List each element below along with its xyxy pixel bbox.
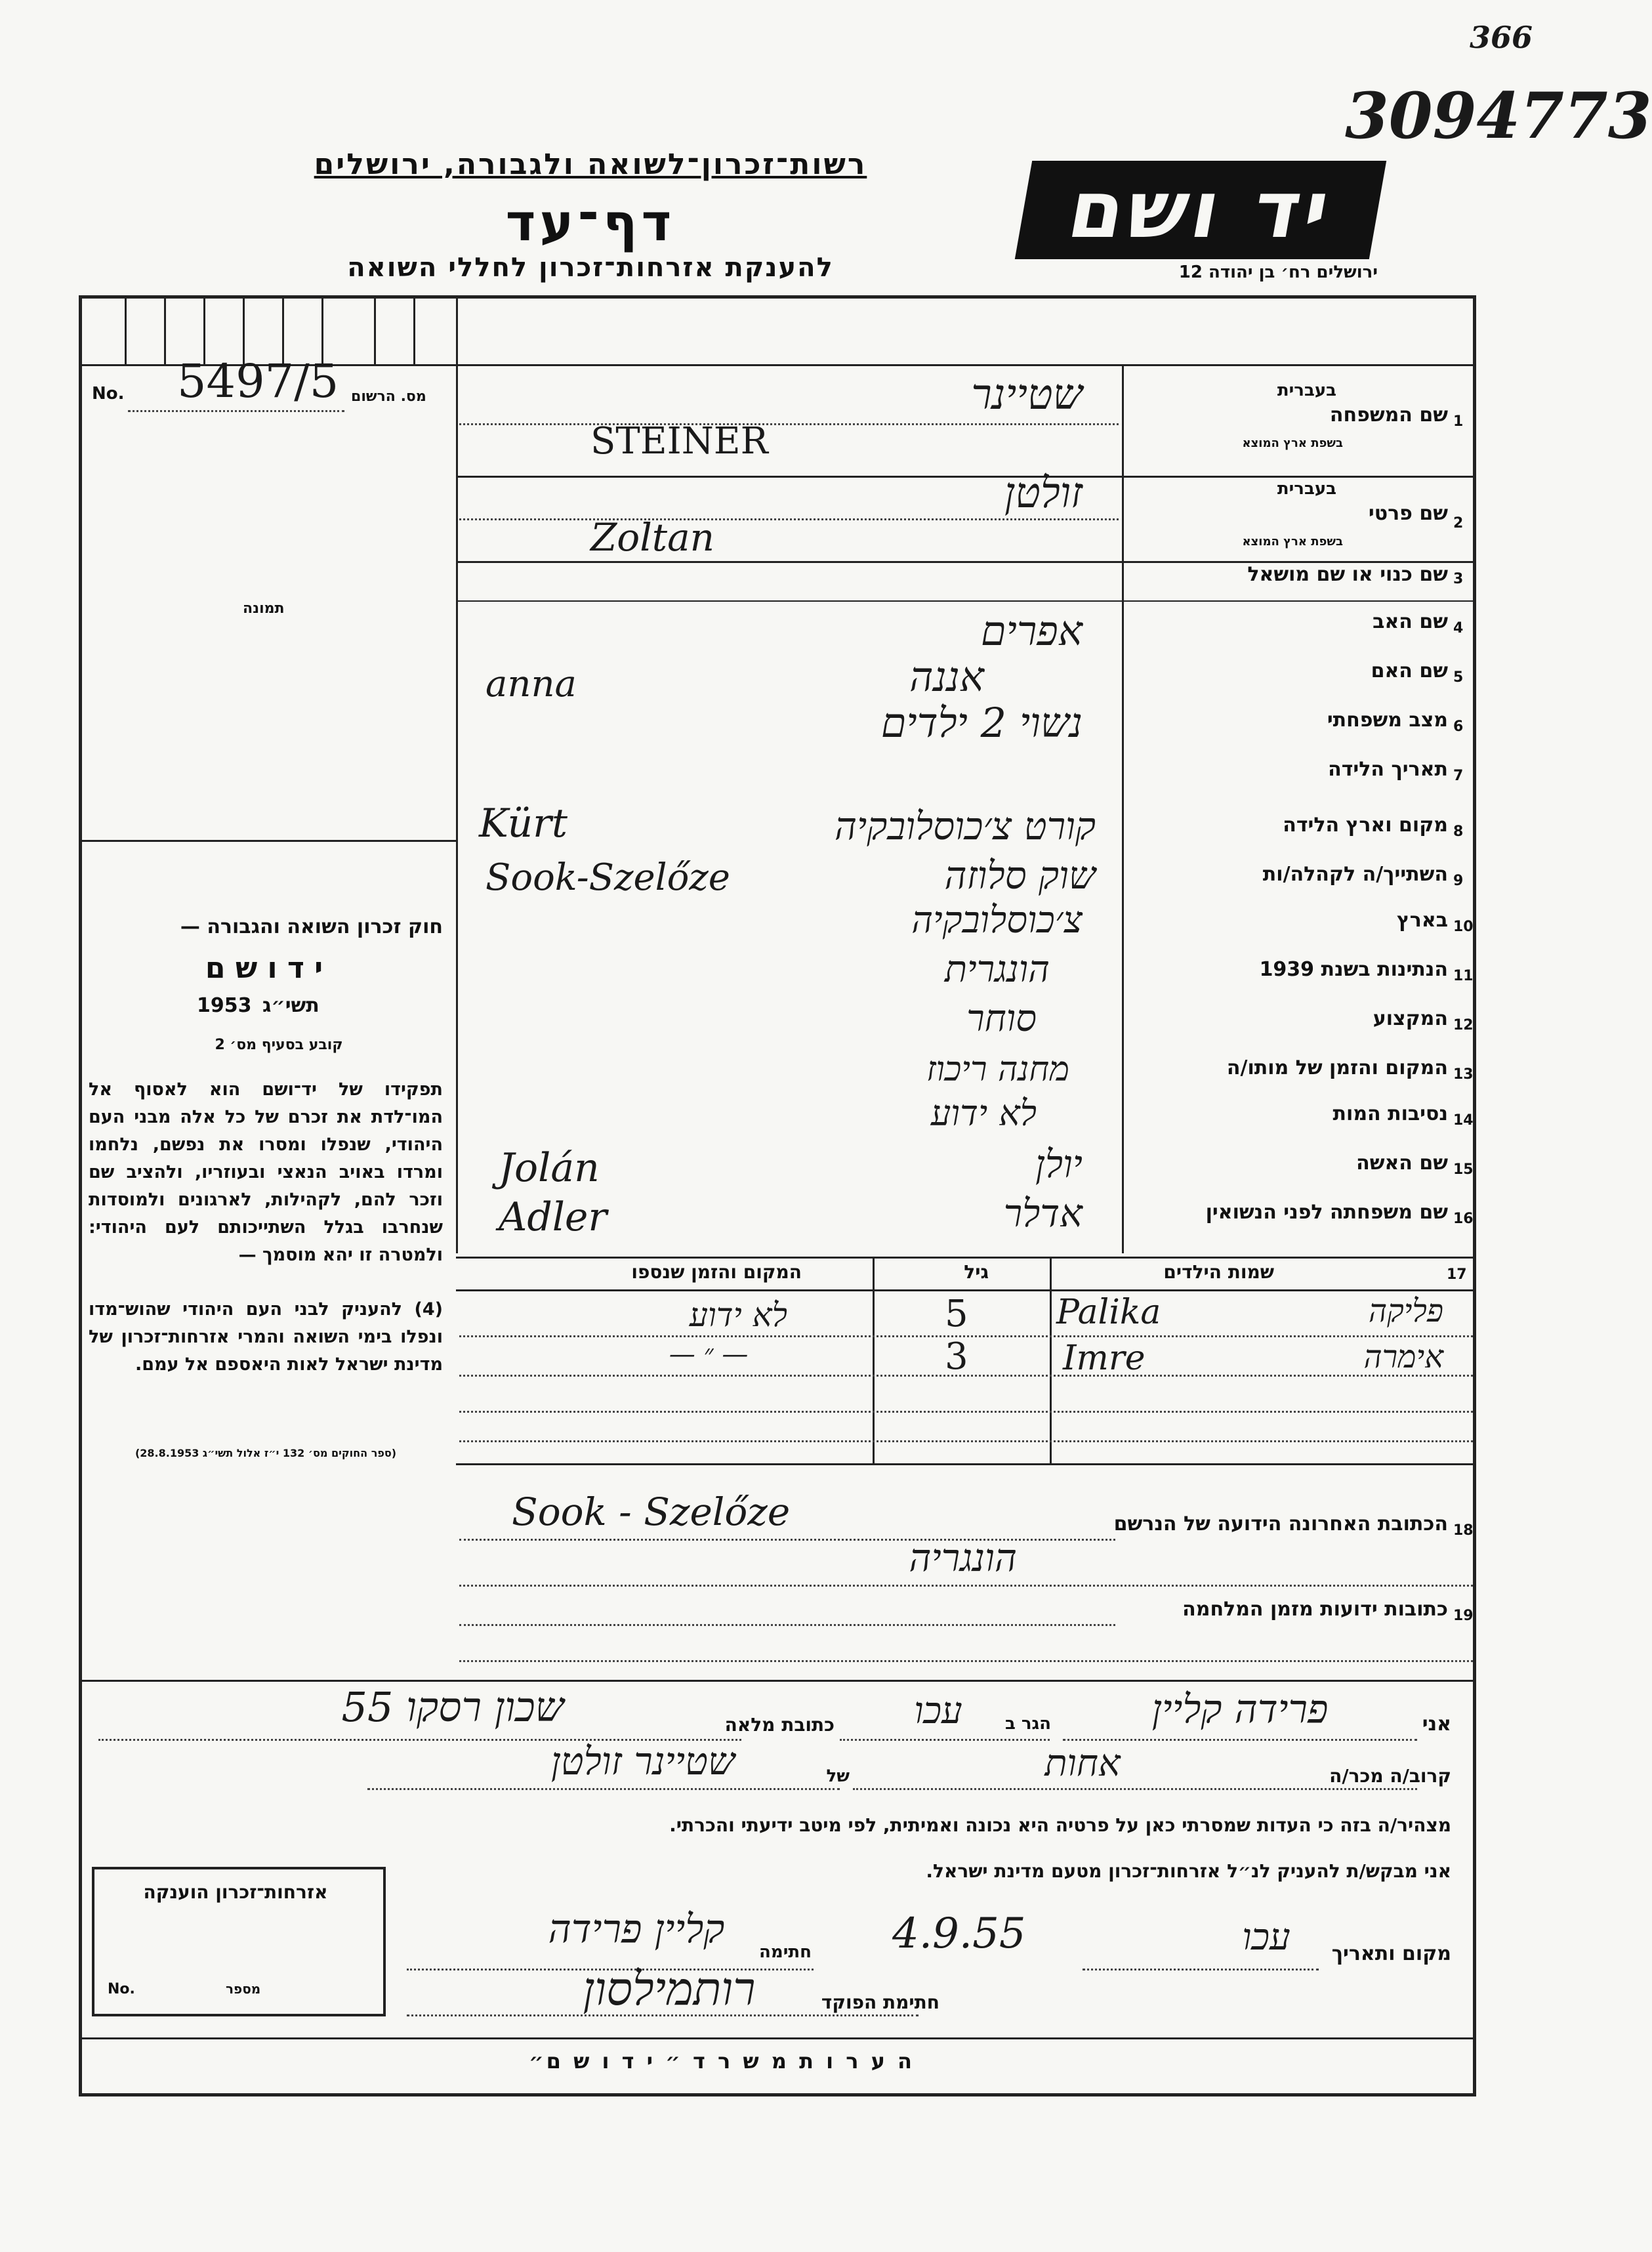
- declarant-full-addr: שכון רסקו 55: [341, 1683, 564, 1731]
- field-11-label: הנתינות בשנת 1939: [1259, 958, 1448, 981]
- field-16-label: שם משפחתה לפני הנשואין: [1205, 1201, 1448, 1224]
- office-notes: ה ע ר ו ת מ ש ר ד ״ י ד ו ש ם״: [528, 2049, 915, 2074]
- field-12-label: המקצוע: [1373, 1007, 1448, 1030]
- field-8-label: מקום וארץ הלידה: [1283, 814, 1448, 837]
- field-13-num: 13: [1453, 1066, 1474, 1083]
- field-12-value: סוחר: [966, 997, 1037, 1040]
- address19-num: 19: [1453, 1608, 1474, 1624]
- law-name: י ד ו ש ם: [205, 951, 323, 985]
- law-title: חוק זכרון השואה והגבורה —: [180, 915, 443, 938]
- address18-num: 18: [1453, 1522, 1474, 1539]
- law-source: (ספר החוקים מס׳ 132 י״ז אלול תשי״ג 28.8.1953): [134, 1447, 397, 1459]
- field-6-num: 6: [1453, 719, 1464, 735]
- field-12-num: 12: [1453, 1017, 1474, 1033]
- officer-label: חתימת הפוקד: [821, 1991, 940, 2013]
- field-5-latin-value: anna: [485, 663, 577, 705]
- doc-number: 3094773: [1345, 79, 1652, 153]
- field-2-heb-value: זולטן: [1004, 469, 1083, 518]
- field-10-num: 10: [1453, 919, 1474, 935]
- child-2-heb: אימרה: [1363, 1339, 1443, 1375]
- field-7-num: 7: [1453, 768, 1464, 784]
- field-1-sub: בשפת ארץ המוצא: [1242, 436, 1343, 450]
- field-14-label: נסיבות המות: [1332, 1102, 1448, 1125]
- law-year: 1953: [197, 994, 252, 1017]
- field-15-latin-value: Jolán: [499, 1145, 600, 1191]
- address18-latin: Sook - Szelőze: [512, 1490, 791, 1534]
- address18-label: הכתובת האחרונה הידועה של הנרשם: [1113, 1512, 1448, 1535]
- field-8-num: 8: [1453, 824, 1464, 840]
- child-2-age: 3: [945, 1335, 968, 1378]
- field-15-num: 15: [1453, 1161, 1474, 1178]
- field-9-value: שוק סלוזה: [944, 853, 1096, 898]
- declarant-date: 4.9.55: [892, 1909, 1026, 1958]
- field-5-label: שם האם: [1371, 659, 1448, 682]
- field-6-value: נשוי 2 ילדים: [880, 699, 1083, 747]
- registration-no-label: No.: [92, 384, 125, 404]
- declarant-of-label: של: [826, 1766, 850, 1786]
- children-num: 17: [1447, 1266, 1467, 1283]
- declarant-name: פרידה קליין: [1151, 1686, 1329, 1732]
- field-5-num: 5: [1453, 669, 1464, 686]
- cert-title: אזרחות־זכרון הוענקה: [143, 1881, 328, 1903]
- field-1-heb-value: שטיינר: [971, 371, 1083, 419]
- declarant-full-addr-label: כתובת מלאה: [724, 1714, 835, 1736]
- declarant-of-name: שטיינר זולטן: [550, 1739, 735, 1783]
- field-5-value: אננה: [909, 653, 984, 701]
- field-4-label: שם האב: [1373, 610, 1448, 633]
- field-3-label: שם כנוי או שם מושאל: [1247, 563, 1448, 586]
- citizenship-certificate-box: [92, 1867, 386, 2016]
- address18-heb: הונגריה: [909, 1535, 1017, 1580]
- registration-label: מס. הרשום: [351, 388, 426, 405]
- cert-num-label: מספר: [226, 1981, 261, 1997]
- field-2-sub: בשפת ארץ המוצא: [1242, 535, 1343, 549]
- field-1-latin-value: STEINER: [590, 420, 768, 463]
- declarant-relation: אחות: [1044, 1742, 1121, 1785]
- address19-label: כתובות ידועות מזמן המלחמה: [1182, 1598, 1448, 1621]
- officer-signature: רותמילסון: [583, 1962, 756, 2016]
- law-paragraph-2: (4) להעניק לבני העם היהודי שהוש־מדו ונפלו בימי השואה והמרי אזרחות־זכרון של מדינת ישראל לאות היאספם אל עמם.: [89, 1299, 443, 1375]
- address-line: ירושלים רח׳ בן יהודה 12: [1178, 262, 1378, 282]
- authority-line: רשות־זכרון־לשואה ולגבורה, ירושלים: [314, 148, 867, 181]
- form-subtitle: להענקת אזרחות־זכרון לחללי השואה: [347, 253, 834, 283]
- field-15-label: שם האשה: [1356, 1152, 1448, 1175]
- field-2-sub-heb: בעברית: [1277, 479, 1336, 499]
- field-2-label: שם פרטי: [1368, 502, 1448, 525]
- field-16-value: אדלר: [1003, 1191, 1083, 1236]
- declarant-signature: קליין פרידה: [548, 1906, 725, 1952]
- field-6-label: מצב משפחתי: [1327, 709, 1448, 732]
- field-14-value: לא ידוע: [930, 1093, 1037, 1134]
- field-1-label: שם המשפחה: [1329, 404, 1448, 427]
- field-7-label: תאריך הלידה: [1328, 758, 1448, 781]
- signature-label: חתימה: [759, 1942, 812, 1962]
- field-2-num: 2: [1453, 515, 1464, 532]
- law-clause: קובע בסעיף מס׳ 2: [215, 1037, 343, 1053]
- field-8-latin-value: Kürt: [479, 801, 568, 846]
- field-9-label: השתייך/ה לקהלה/ות: [1262, 863, 1448, 886]
- field-9-num: 9: [1453, 873, 1464, 889]
- registration-no: 5497/5: [177, 354, 339, 408]
- field-16-latin-value: Adler: [499, 1194, 608, 1240]
- yad-vashem-logo: יד ושם: [1015, 161, 1386, 259]
- declarant-ani: אני: [1422, 1713, 1451, 1736]
- field-10-label: בארץ: [1396, 909, 1448, 932]
- field-13-value: מחנה ריכוז: [926, 1050, 1069, 1089]
- field-9-latin-value: Sook-Szelőze: [485, 856, 730, 899]
- children-col-age: גיל: [964, 1261, 989, 1283]
- field-2-latin-value: Zoltan: [590, 515, 715, 560]
- declarant-city: עכו: [914, 1690, 962, 1732]
- child-2-latin: Imre: [1063, 1339, 1146, 1378]
- field-11-value: הונגרית: [944, 948, 1050, 991]
- field-1-num: 1: [1453, 413, 1464, 430]
- child-1-heb: פליקה: [1369, 1293, 1443, 1329]
- declarant-place: עכו: [1242, 1916, 1291, 1959]
- children-col-names: שמות הילדים: [1163, 1261, 1274, 1283]
- field-1-sub-heb: בעברית: [1277, 381, 1336, 400]
- child-2-place: — ״ —: [669, 1339, 749, 1369]
- field-8-value: קורט צ׳כוסלובקיה: [835, 804, 1096, 848]
- field-16-num: 16: [1453, 1211, 1474, 1227]
- place-date-label: מקום ותאריך: [1331, 1942, 1451, 1965]
- form-title: דף־עד: [505, 194, 676, 253]
- field-15-value: יולן: [1035, 1142, 1083, 1186]
- photo-label: תמונה: [243, 600, 285, 617]
- field-14-num: 14: [1453, 1112, 1474, 1129]
- child-1-age: 5: [945, 1293, 968, 1335]
- field-3-num: 3: [1453, 571, 1464, 587]
- law-hebrew-year: תשי״ג: [262, 994, 320, 1017]
- declaration-text: מצהיר/ה בזה כי העדות שמסרתי כאן על פרטיה היא נכונה ואמיתית, לפי מיטב ידיעתי והכרתי.: [669, 1814, 1451, 1836]
- field-10-value: צ׳כוסלובקיה: [911, 899, 1083, 942]
- declarant-garav-label: הגר ב: [1004, 1714, 1051, 1734]
- child-1-place: לא ידוע: [689, 1296, 787, 1334]
- field-11-num: 11: [1453, 968, 1474, 984]
- field-4-num: 4: [1453, 620, 1464, 636]
- cert-no-label: No.: [108, 1981, 135, 1997]
- children-col-place: המקום והזמן שנספו: [631, 1261, 802, 1283]
- request-text: אני מבקש/ת להעניק לנ״ל אזרחות־זכרון מטעם מדינת ישראל.: [926, 1860, 1451, 1882]
- page-number: 366: [1470, 20, 1533, 55]
- law-paragraph-1: תפקידו של יד־ושם הוא לאסוף אל המו־לדת את זכרם של כל אלה מבני העם היהודי, שנפלו ומסרו את נפשם, נלחמו ומרדו באויב הנאצי ובעוזריו, ולהציב שם וזכר להם, לקהילות, לארגונים ולמוסדות שנחרבו בגלל השתייכותם לעם היהודי: ולמטרה זו יהא מוסמך —: [89, 1079, 443, 1265]
- field-13-label: המקום והזמן של מותו/ה: [1226, 1056, 1448, 1079]
- declarant-relative-label: קרוב/ה מכר/ה: [1329, 1765, 1451, 1787]
- field-4-value: אפרים: [980, 607, 1083, 655]
- child-1-latin: Palika: [1056, 1293, 1161, 1332]
